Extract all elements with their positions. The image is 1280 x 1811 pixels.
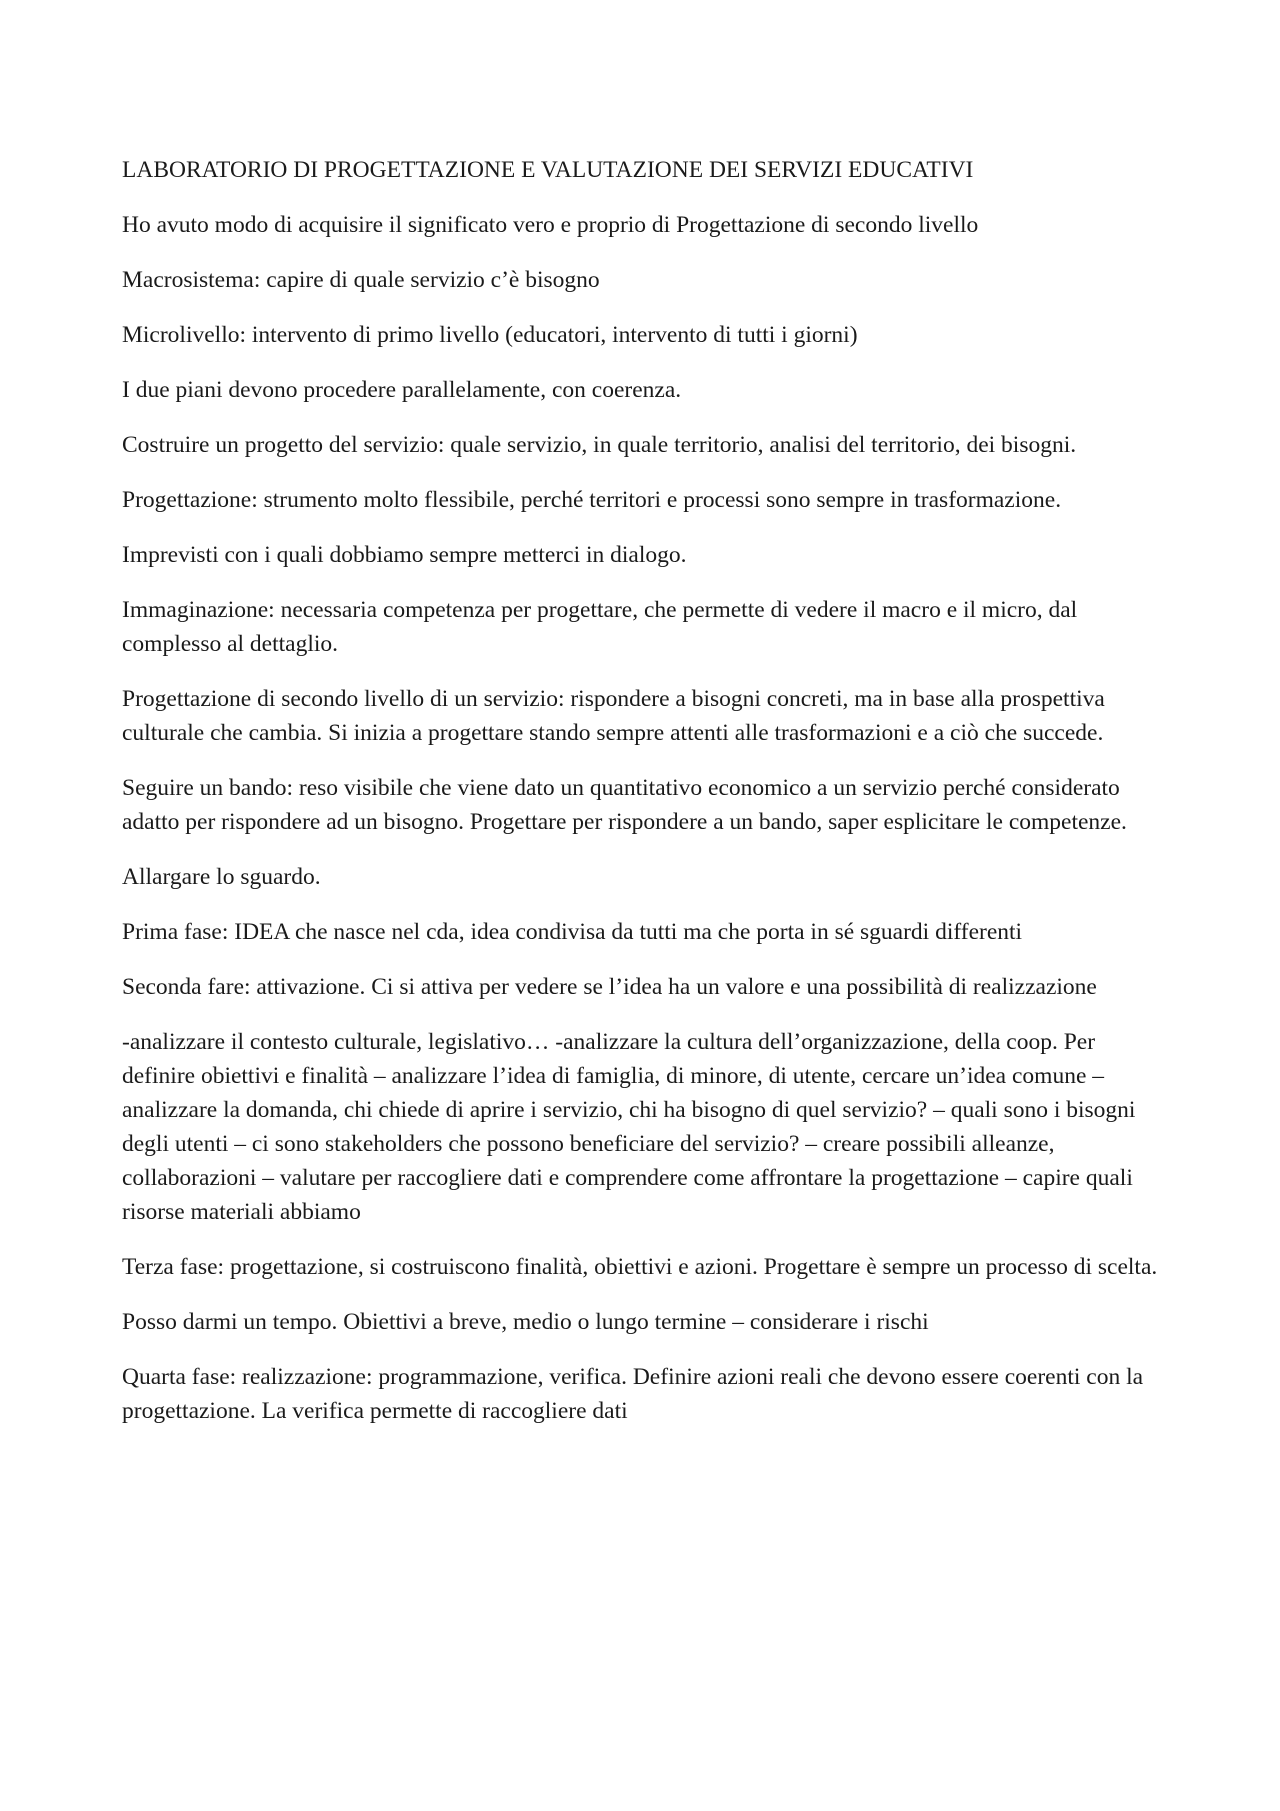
paragraph-10: Seguire un bando: reso visibile che viene dato un quantitativo economico a un servizio perché considerato adatto per rispondere ad un bisogno. Progettare per rispondere a un bando, saper esplicitare le competenze. [122, 775, 1127, 835]
paragraph-4: I due piani devono procedere parallelamente, con coerenza. [122, 377, 682, 403]
paragraph-15: Terza fase: progettazione, si costruiscono finalità, obiettivi e azioni. Progettare è sempre un processo di scelta. [122, 1254, 1158, 1280]
paragraph-13: Seconda fare: attivazione. Ci si attiva per vedere se l’idea ha un valore e una possibilità di realizzazione [122, 974, 1097, 1000]
paragraph-1: Ho avuto modo di acquisire il significato vero e proprio di Progettazione di secondo livello [122, 212, 979, 238]
paragraph-7: Imprevisti con i quali dobbiamo sempre metterci in dialogo. [122, 542, 687, 568]
paragraph-2: Macrosistema: capire di quale servizio c’è bisogno [122, 267, 600, 293]
paragraph-5: Costruire un progetto del servizio: quale servizio, in quale territorio, analisi del territorio, dei bisogni. [122, 432, 1077, 458]
paragraph-8: Immaginazione: necessaria competenza per progettare, che permette di vedere il macro e il micro, dal complesso al dettaglio. [122, 597, 1078, 657]
paragraph-11: Allargare lo sguardo. [122, 864, 321, 890]
paragraph-6: Progettazione: strumento molto flessibile, perché territori e processi sono sempre in trasformazione. [122, 487, 1062, 513]
paragraph-17: Quarta fase: realizzazione: programmazione, verifica. Definire azioni reali che devono essere coerenti con la progettazione. La verifica permette di raccogliere dati [122, 1364, 1144, 1424]
paragraph-3: Microlivello: intervento di primo livello (educatori, intervento di tutti i giorni) [122, 322, 858, 348]
paragraph-9: Progettazione di secondo livello di un servizio: rispondere a bisogni concreti, ma in base alla prospettiva culturale che cambia. Si inizia a progettare stando sempre attenti alle trasformazioni e a ciò che succede. [122, 686, 1105, 746]
paragraph-12: Prima fase: IDEA che nasce nel cda, idea condivisa da tutti ma che porta in sé sguardi differenti [122, 919, 1023, 945]
document-body [122, 153, 1172, 1449]
paragraph-14: -analizzare il contesto culturale, legislativo… -analizzare la cultura dell’organizzazione, della coop. Per definire obiettivi e finalità – analizzare l’idea di famiglia, di minore, di utente, cercare un’idea comune – analizzare la domanda, chi chiede di aprire i servizio, chi ha bisogno di quel servizio? – quali sono i bisogni degli utenti – ci sono stakeholders che possono beneficiare del servizio? – creare possibili alleanze, collaborazioni – valutare per raccogliere dati e comprendere come affrontare la progettazione – capire quali risorse materiali abbiamo [122, 1029, 1136, 1225]
document-title: LABORATORIO DI PROGETTAZIONE E VALUTAZIONE DEI SERVIZI EDUCATIVI [122, 157, 974, 183]
paragraph-16: Posso darmi un tempo. Obiettivi a breve, medio o lungo termine – considerare i rischi [122, 1309, 929, 1335]
